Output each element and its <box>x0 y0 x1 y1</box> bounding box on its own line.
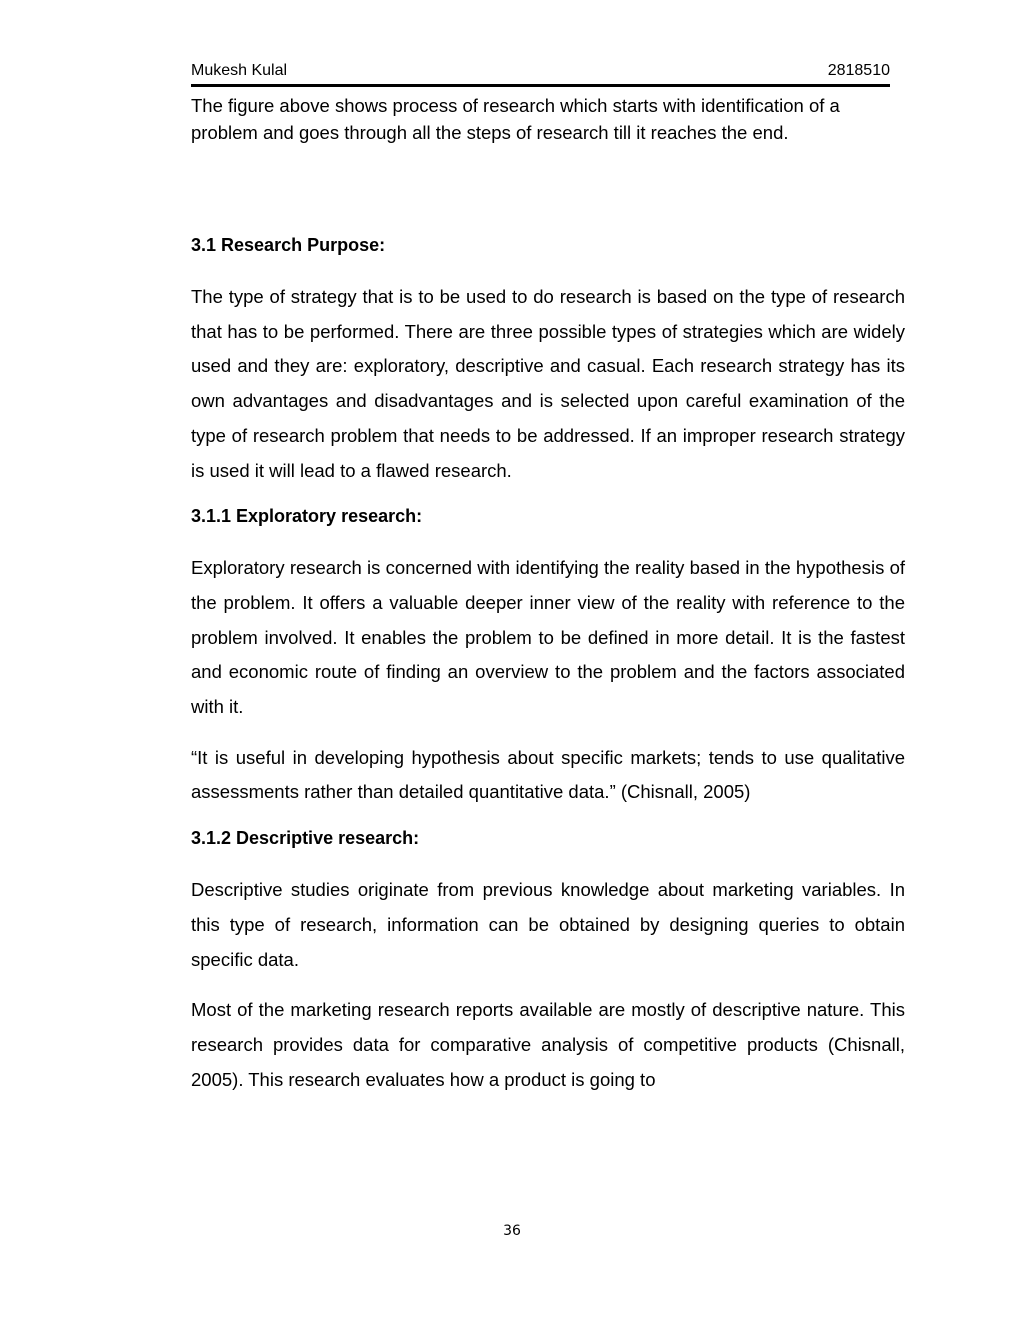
paragraph-research-purpose: The type of strategy that is to be used to do research is based on the type of research that has to be performed. There are three possible types of strategies which are widely used and they are: exploratory, descriptive and casual. Each research strategy has its own advantages and disadvantages and is selected upon careful examination of the type of research problem that needs to be addressed. If an improper research strategy is used it will lead to a flawed research. <box>191 286 905 481</box>
heading-research-purpose: 3.1 Research Purpose: <box>191 235 386 255</box>
heading-descriptive-research: 3.1.2 Descriptive research: <box>191 828 420 849</box>
paragraph-exploratory-2: “It is useful in developing hypothesis about specific markets; tends to use qualitative assessments rather than detailed quantitative data.” (Chisnall, 2005) <box>191 746 905 803</box>
header-author: Mukesh Kulal <box>191 62 288 79</box>
header-rule <box>191 84 890 87</box>
page-number: 36 <box>503 1223 521 1239</box>
page-content <box>191 92 905 1097</box>
heading-exploratory-research: 3.1.1 Exploratory research: <box>191 506 423 527</box>
paragraph-descriptive-2: Most of the marketing research reports available are mostly of descriptive nature. This research provides data for comparative analysis of competitive products (Chisnall, 2005). This research evaluates how a product is going to <box>191 999 905 1090</box>
header-student-id: 2818510 <box>827 62 890 79</box>
paragraph-exploratory-1: Exploratory research is concerned with identifying the reality based in the hypothesis of the problem. It offers a valuable deeper inner view of the reality with reference to the problem involved. It enables the problem to be defined in more detail. It is the fastest and economic route of finding an overview to the problem and the factors associated with it. <box>191 557 905 718</box>
page-header <box>191 58 890 84</box>
paragraph-descriptive-1: Descriptive studies originate from previous knowledge about marketing variables. In this type of research, information can be obtained by designing queries to obtain specific data. <box>191 879 905 970</box>
intro-paragraph: The figure above shows process of research which starts with identification of a problem and goes through all the steps of research till it reaches the end. <box>191 95 840 143</box>
